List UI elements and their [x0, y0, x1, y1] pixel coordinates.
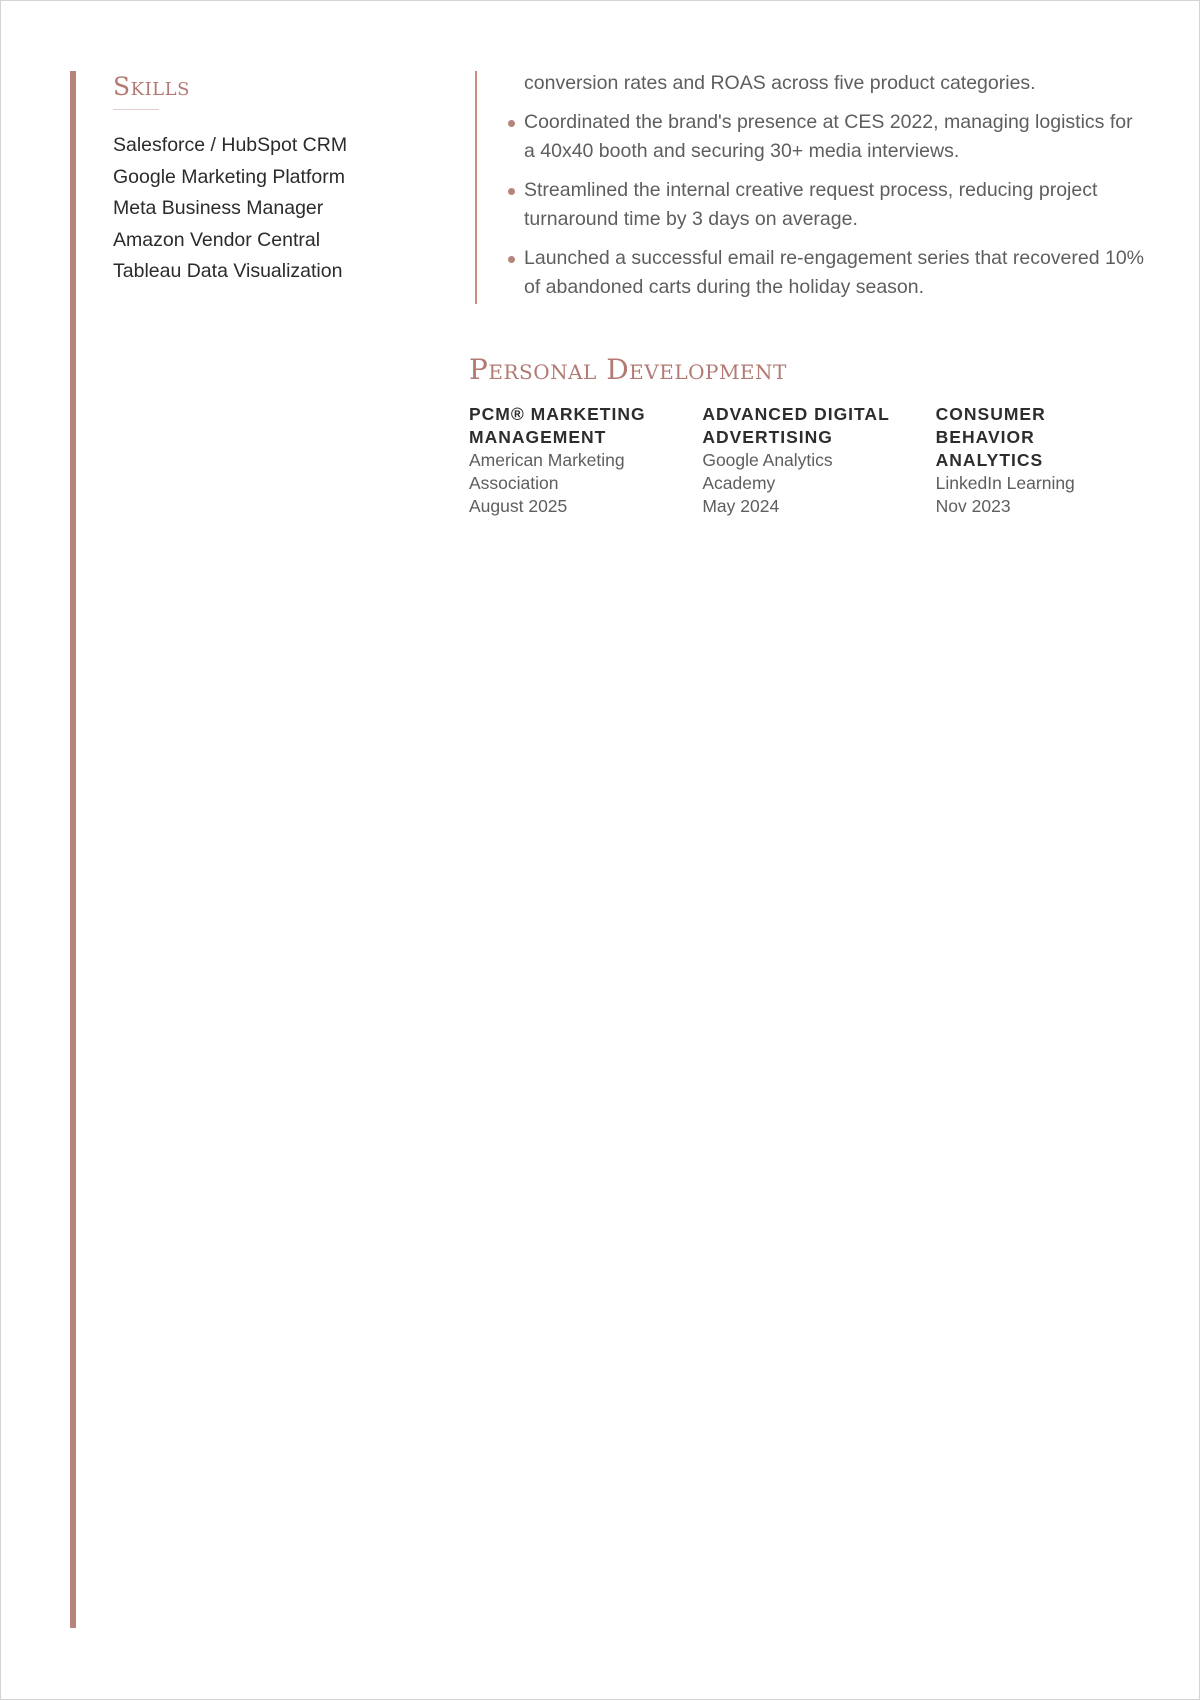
skill-item: Amazon Vendor Central — [113, 228, 321, 251]
experience-bullet: Streamlined the internal creative request process, reducing project turnaround time by 3 days on average. — [506, 176, 1146, 234]
certification-item — [469, 403, 702, 518]
certification-item — [702, 403, 935, 518]
experience-continued-text: conversion rates and ROAS across five product categories. — [524, 72, 1036, 94]
skill-item: Tableau Data Visualization — [113, 260, 343, 282]
certification-name: CONSUMER BEHAVIOR ANALYTICS — [935, 404, 1046, 470]
experience-bullet: Launched a successful email re-engagement series that recovered 10% of abandoned carts during the holiday season. — [506, 244, 1146, 302]
skill-item: Google Marketing Platform — [113, 165, 345, 188]
certification-org: Google Analytics Academy — [702, 450, 833, 493]
certification-org: LinkedIn Learning — [935, 473, 1075, 493]
certification-date: Nov 2023 — [935, 496, 1011, 516]
skills-heading: Skills — [113, 72, 190, 101]
certification-name: PCM® MARKETING MANAGEMENT — [469, 404, 646, 447]
personal-development-section — [469, 351, 1169, 518]
certification-org: American Marketing Association — [469, 450, 625, 493]
skill-item: Meta Business Manager — [113, 197, 324, 219]
personal-development-heading: Personal Development — [469, 353, 787, 386]
skills-heading-underline — [113, 109, 159, 110]
skill-item: Salesforce / HubSpot CRM — [113, 134, 348, 156]
experience-bullets — [506, 69, 1146, 312]
skills-section — [113, 69, 443, 288]
certification-name: ADVANCED DIGITAL ADVERTISING — [702, 404, 890, 447]
certification-date: May 2024 — [702, 496, 780, 516]
left-accent-bar — [70, 71, 76, 1628]
personal-development-grid — [469, 403, 1169, 518]
experience-divider — [475, 71, 477, 304]
certification-date: August 2025 — [469, 496, 568, 516]
skills-list — [113, 130, 443, 288]
certification-item — [936, 403, 1169, 518]
experience-bullet: Coordinated the brand's presence at CES 2022, managing logistics for a 40x40 booth and securing 30+ media interviews. — [506, 108, 1146, 166]
